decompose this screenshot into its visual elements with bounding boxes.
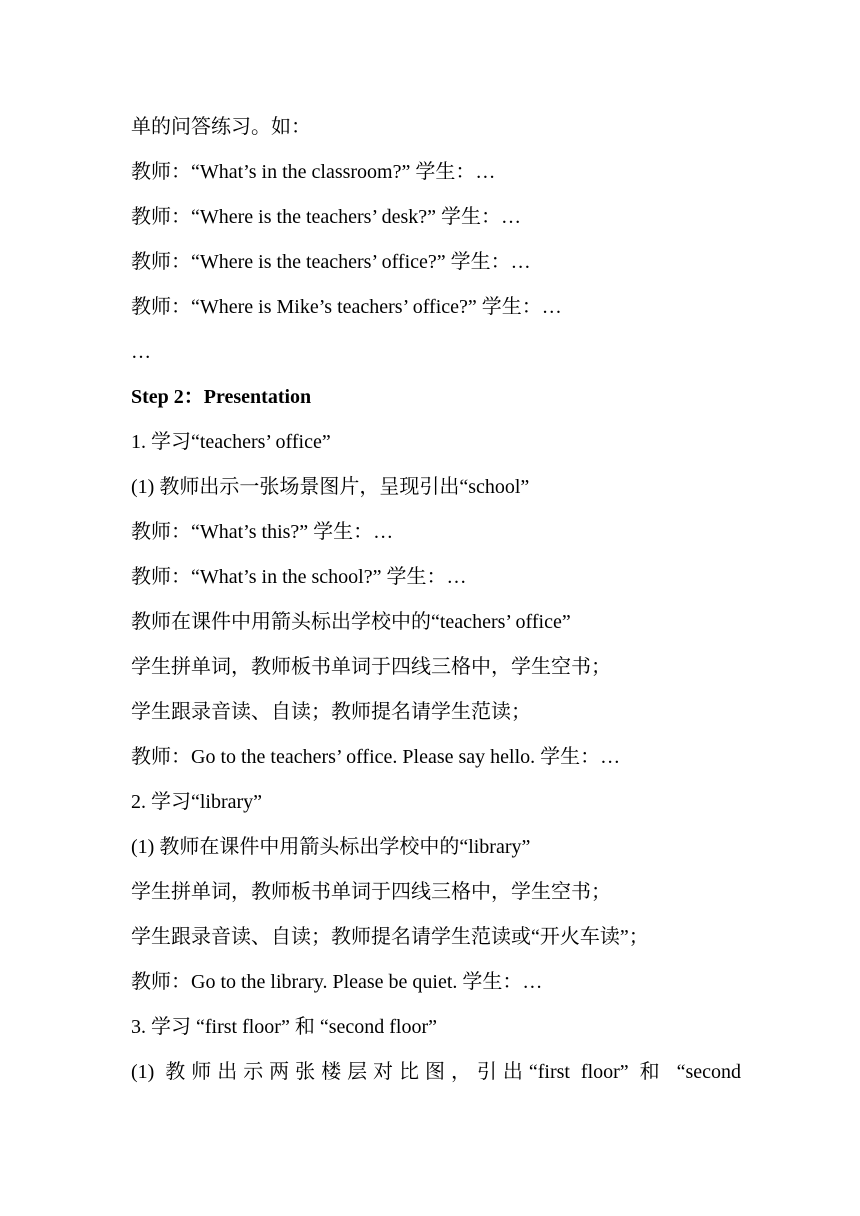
- text-line: 学生拼单词，教师板书单词于四线三格中，学生空书；: [131, 656, 611, 678]
- text-line: 2. 学习“library”: [131, 791, 263, 813]
- text-line: (1) 教师在课件中用箭头标出学校中的“library”: [131, 836, 531, 858]
- text-line: 教师：Go to the library. Please be quiet. 学生：…: [131, 971, 543, 993]
- text-line: 教师：“What’s in the school?” 学生：…: [131, 566, 467, 588]
- text-line: 学生拼单词，教师板书单词于四线三格中，学生空书；: [131, 881, 611, 903]
- text-line: 教师：“What’s in the classroom?” 学生：…: [131, 161, 496, 183]
- text-line: 教师：“Where is Mike’s teachers’ office?” 学生：…: [131, 296, 562, 318]
- text-line: 学生跟录音读、自读；教师提名请学生范读或“开火车读”；: [131, 926, 649, 948]
- text-line: 1. 学习“teachers’ office”: [131, 431, 331, 453]
- text-line: …: [131, 341, 151, 363]
- text-line: 单的问答练习。如：: [131, 116, 311, 138]
- text-line: (1) 教师出示两张楼层对比图，引出“first floor” 和 “second: [131, 1061, 741, 1083]
- text-line: 3. 学习 “first floor” 和 “second floor”: [131, 1016, 438, 1038]
- section-heading: Step 2：Presentation: [131, 386, 312, 408]
- text-line: 教师：Go to the teachers’ office. Please say hello. 学生：…: [131, 746, 621, 768]
- text-line: (1) 教师出示一张场景图片，呈现引出“school”: [131, 476, 530, 498]
- text-line: 教师：“Where is the teachers’ desk?” 学生：…: [131, 206, 522, 228]
- text-line: 教师在课件中用箭头标出学校中的“teachers’ office”: [131, 611, 571, 633]
- text-line: 教师：“What’s this?” 学生：…: [131, 521, 394, 543]
- text-line: 教师：“Where is the teachers’ office?” 学生：…: [131, 251, 531, 273]
- text-line: 学生跟录音读、自读；教师提名请学生范读；: [131, 701, 531, 723]
